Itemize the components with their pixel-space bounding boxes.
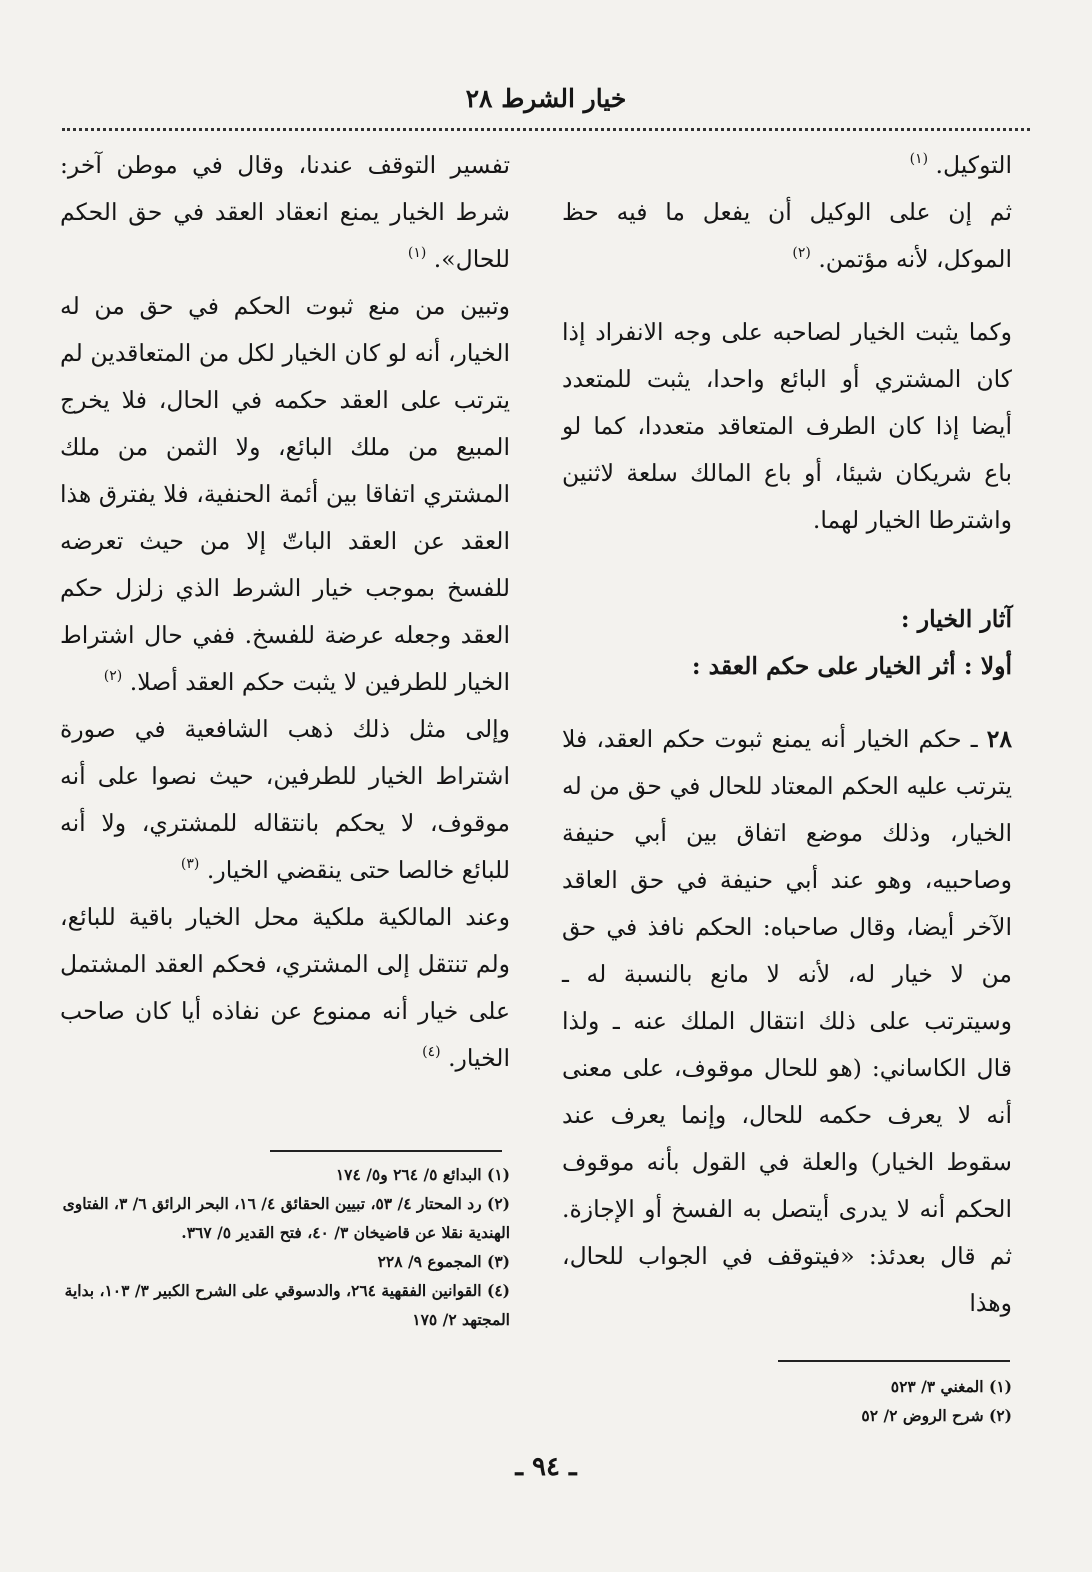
right-column [562, 142, 1012, 1327]
footnote-divider [778, 1360, 1010, 1362]
footnotes-right [562, 1372, 1012, 1430]
footnote-ref: (٢) [103, 668, 123, 684]
paragraph-text: وتبين من منع ثبوت الحكم في حق من له الخيار، أنه لو كان الخيار لكل من المتعاقدين لم يترتب على العقد حكمه في الحال، فلا يخرج المبيع من ملك البائع، ولا الثمن من ملك المشتري اتفاقا بين أئمة الحنفية، فلا يفترق هذا العقد عن العقد الباتّ إلا من حيث تعرضه للفسخ بموجب خيار الشرط الذي زلزل حكم العقد وجعله عرضة للفسخ. ففي حال اشتراط الخيار للطرفين لا يثبت حكم العقد أصلا. [60, 292, 510, 696]
paragraph [60, 142, 510, 283]
paragraph-text: ثم إن على الوكيل أن يفعل ما فيه حظ الموكل، لأنه مؤتمن. [562, 198, 1012, 273]
footnote-ref: (٢) [792, 245, 811, 261]
paragraph [562, 142, 1012, 189]
running-header: خيار الشرط ٢٨ [465, 84, 627, 113]
footnote: (٢) رد المحتار ٤/ ٥٣، تبيين الحقائق ٤/ ١٦، البحر الرائق ٦/ ٣، الفتاوى الهندية نقلا عن قاضيخان ٣/ ٤٠، فتح القدير ٥/ ٣٦٧. [62, 1194, 510, 1242]
paragraph-text: وإلى مثل ذلك ذهب الشافعية في صورة اشتراط الخيار للطرفين، حيث نصوا على أنه موقوف، لا يحكم بانتقاله للمشتري، ولا أنه للبائع خالصا حتى ينقضي الخيار. [60, 715, 510, 884]
paragraph [60, 706, 510, 894]
paragraph-text: ـ حكم الخيار أنه يمنع ثبوت حكم العقد، فلا يترتب عليه الحكم المعتاد للحال في حق من له الخيار، وذلك موضع اتفاق بين أبي حنيفة وصاحبيه، وهو عند أبي حنيفة في حق العاقد الآخر أيضا، وقال صاحباه: الحكم نافذ في حق من لا خيار له، لأنه لا مانع بالنسبة له ـ وسيترتب على ذلك انتقال الملك عنه ـ ولذا قال الكاساني: (هو للحال موقوف، على معنى أنه لا يعرف حكمه للحال، وإنما يعرف عند سقوط الخيار) والعلة في القول بأنه موقوف الحكم أنه لا يدرى أيتصل به الفسخ أو الإجازة. ثم قال بعدئذ: «فيتوقف في الجواب للحال، وهذا [562, 725, 1012, 1317]
section-heading: آثار الخيار : [900, 605, 1012, 633]
paragraph-text: وعند المالكية ملكية محل الخيار باقية للبائع، ولم تنتقل إلى المشتري، فحكم العقد المشتمل على خيار أنه ممنوع عن نفاذه أيا كان صاحب الخيار. [60, 903, 510, 1072]
footnote: (١) المغني ٣/ ٥٢٣ [890, 1377, 1012, 1396]
footnote: (١) البدائع ٥/ ٢٦٤ و٥/ ١٧٤ [335, 1165, 510, 1184]
header-divider [62, 128, 1030, 131]
paragraph-text: تفسير التوقف عندنا، وقال في موطن آخر: شرط الخيار يمنع انعقاد العقد في حق الحكم للحال». [60, 151, 510, 273]
footnote: (٢) شرح الروض ٢/ ٥٢ [861, 1406, 1012, 1425]
footnote: (٣) المجموع ٩/ ٢٢٨ [377, 1252, 510, 1271]
footnote-divider [270, 1150, 502, 1152]
footnote-ref: (١) [407, 245, 427, 261]
paragraph [562, 189, 1012, 283]
footnote-ref: (١) [909, 151, 929, 167]
paragraph [60, 894, 510, 1082]
subsection-heading: أولا : أثر الخيار على حكم العقد : [691, 652, 1012, 680]
paragraph: وكما يثبت الخيار لصاحبه على وجه الانفراد إذا كان المشتري أو البائع واحدا، يثبت للمتعدد أيضا إذا كان الطرف المتعاقد متعددا، كما لو باع شريكان شيئا، أو باع المالك سلعة لاثنين واشترطا الخيار لهما. [562, 318, 1012, 534]
footnote-ref: (٣) [180, 856, 200, 872]
paragraph [562, 716, 1012, 1327]
paragraph [60, 283, 510, 706]
footnotes-left [60, 1160, 510, 1334]
footnote-ref: (٤) [422, 1044, 441, 1060]
footnote: (٤) القوانين الفقهية ٢٦٤، والدسوقي على الشرح الكبير ٣/ ١٠٣، بداية المجتهد ٢/ ١٧٥ [64, 1281, 510, 1329]
page-number: ـ ٩٤ ـ [515, 1452, 577, 1482]
left-column [60, 142, 510, 1082]
paragraph-text: التوكيل. [935, 151, 1012, 179]
paragraph-number: ٢٨ [986, 725, 1012, 753]
